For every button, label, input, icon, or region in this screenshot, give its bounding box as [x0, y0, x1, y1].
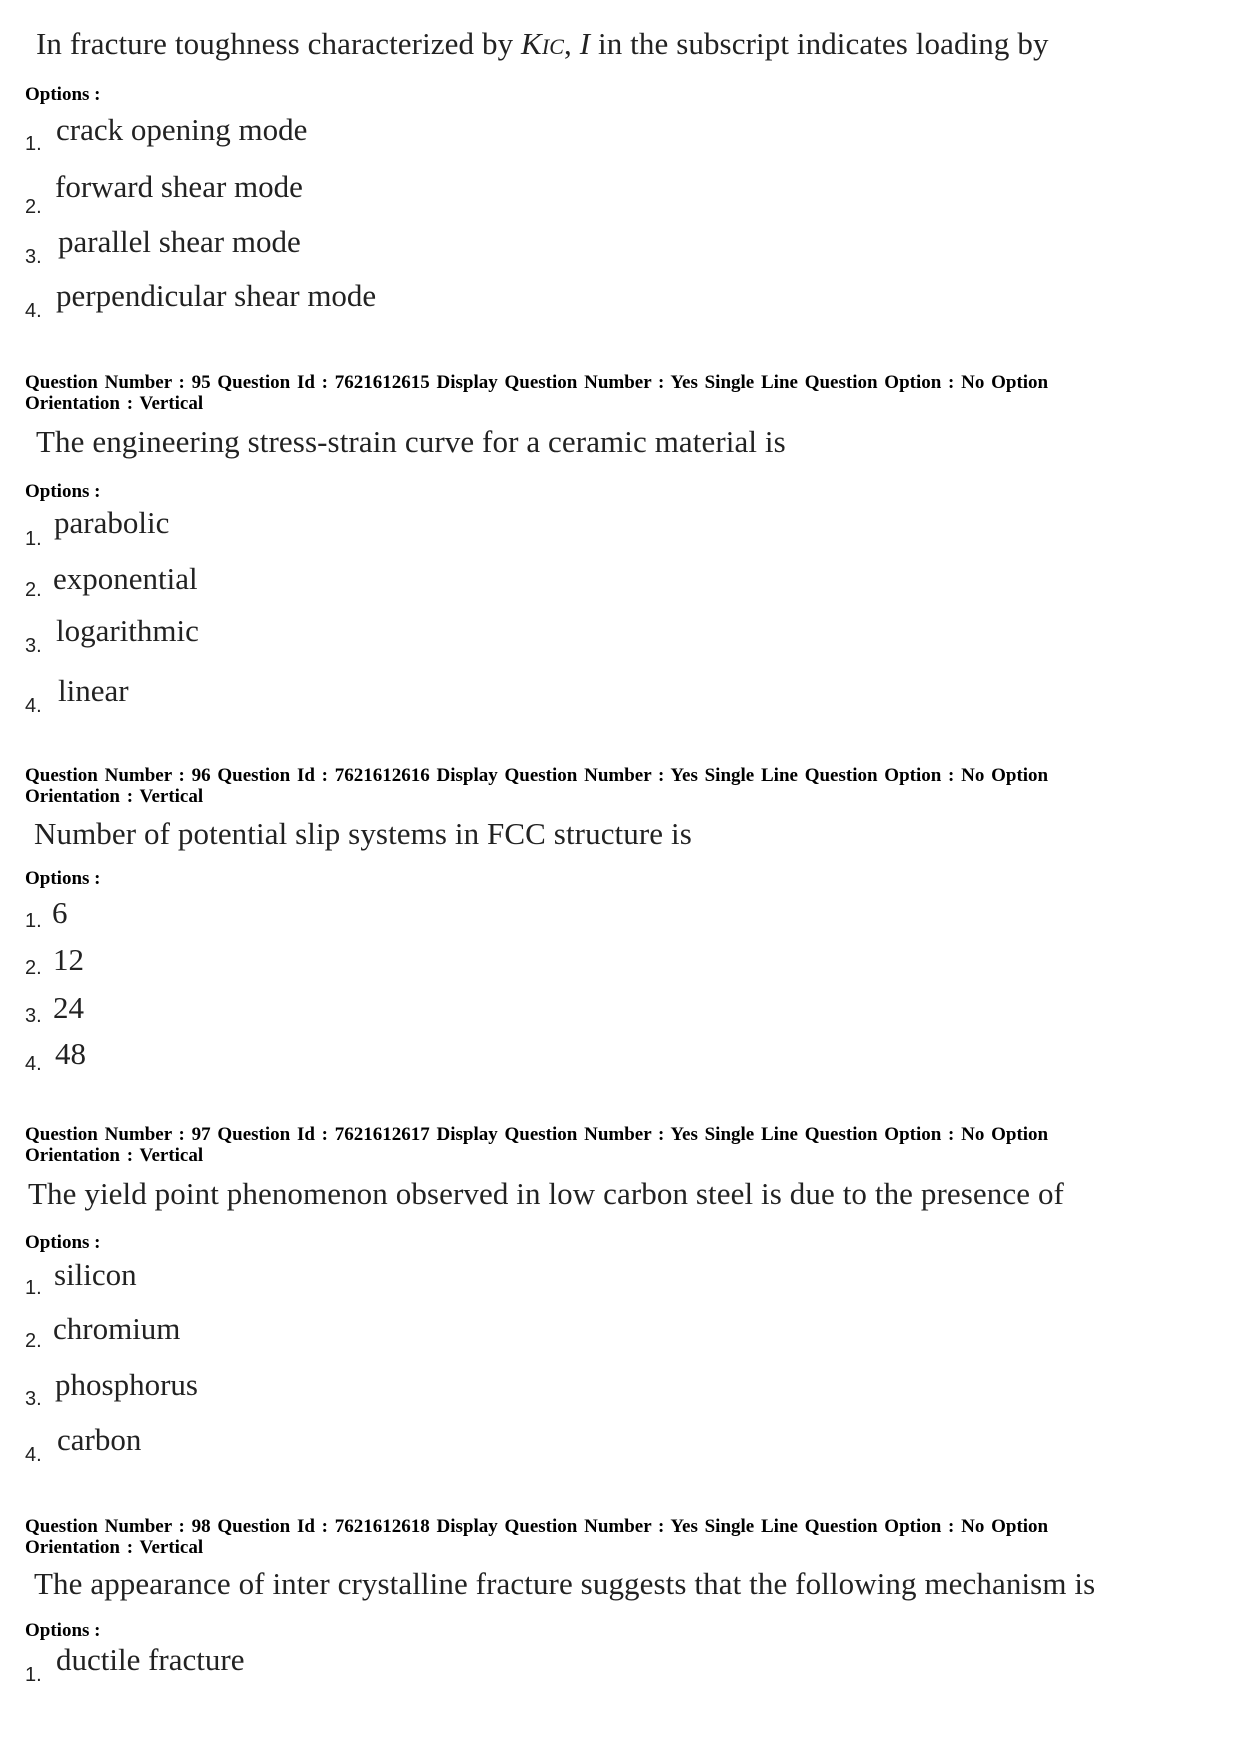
option-number: 4.	[25, 695, 42, 717]
option-number: 2.	[25, 1330, 42, 1352]
option-number: 1.	[25, 1664, 42, 1686]
question-meta-line: Question Number : 97 Question Id : 7621612617 Display Question Number : Yes Single Line Question Option : No Option	[25, 1124, 1049, 1145]
question-meta-line: Question Number : 96 Question Id : 7621612616 Display Question Number : Yes Single Line Question Option : No Option	[25, 765, 1049, 786]
question-94-text-before: In fracture toughness characterized by	[36, 26, 522, 61]
option-number: 4.	[25, 1444, 42, 1466]
option-number: 3.	[25, 1388, 42, 1410]
option-number: 3.	[25, 246, 42, 268]
question-meta-line: Orientation : Vertical	[25, 1145, 204, 1166]
question-meta-line: Orientation : Vertical	[25, 1537, 204, 1558]
question-97-meta	[25, 1124, 1205, 1166]
options-label: Options :	[25, 868, 101, 889]
options-label: Options :	[25, 481, 101, 502]
option-text: ductile fracture	[56, 1642, 245, 1677]
option-number: 1.	[25, 528, 42, 550]
question-98-text: The appearance of inter crystalline fracture suggests that the following mechanism is	[34, 1566, 1096, 1601]
option-text: linear	[58, 673, 129, 708]
question-95-meta	[25, 372, 1205, 414]
question-meta-line: Orientation : Vertical	[25, 393, 204, 414]
question-95-text: The engineering stress-strain curve for a ceramic material is	[36, 424, 786, 459]
k-symbol: K	[521, 26, 542, 61]
option-number: 4.	[25, 300, 42, 322]
option-number: 2.	[25, 196, 42, 218]
option-text: 24	[53, 990, 84, 1025]
options-label: Options :	[25, 1620, 101, 1641]
option-number: 2.	[25, 579, 42, 601]
options-label: Options :	[25, 1232, 101, 1253]
option-number: 1.	[25, 133, 42, 155]
option-text: 48	[55, 1036, 86, 1071]
question-94-text-after: in the subscript indicates loading by	[590, 26, 1049, 61]
question-96-text: Number of potential slip systems in FCC structure is	[34, 816, 692, 851]
question-meta-line: Question Number : 98 Question Id : 7621612618 Display Question Number : Yes Single Line Question Option : No Option	[25, 1516, 1049, 1537]
option-number: 4.	[25, 1053, 42, 1075]
option-text: forward shear mode	[55, 169, 303, 204]
i-symbol: I	[579, 26, 591, 61]
option-text: perpendicular shear mode	[56, 278, 377, 313]
question-meta-line: Question Number : 95 Question Id : 7621612615 Display Question Number : Yes Single Line Question Option : No Option	[25, 372, 1049, 393]
question-98-meta	[25, 1516, 1205, 1558]
option-number: 3.	[25, 635, 42, 657]
question-meta-line: Orientation : Vertical	[25, 786, 204, 807]
question-94-text-middle: ,	[564, 26, 580, 61]
option-text: exponential	[53, 561, 198, 596]
option-text: 12	[53, 942, 84, 977]
option-text: logarithmic	[56, 613, 199, 648]
options-label: Options :	[25, 84, 101, 105]
option-text: 6	[52, 895, 68, 930]
option-text: parallel shear mode	[58, 224, 301, 259]
option-number: 1.	[25, 910, 42, 932]
question-97-text: The yield point phenomenon observed in low carbon steel is due to the presence of	[28, 1176, 1064, 1211]
option-number: 2.	[25, 957, 42, 979]
option-text: phosphorus	[55, 1367, 198, 1402]
option-number: 1.	[25, 1277, 42, 1299]
question-96-meta	[25, 765, 1205, 807]
option-text: parabolic	[54, 505, 170, 540]
k-subscript: IC	[541, 34, 565, 59]
option-text: carbon	[57, 1422, 142, 1457]
option-text: crack opening mode	[56, 112, 308, 147]
option-text: silicon	[54, 1257, 137, 1292]
option-text: chromium	[53, 1311, 181, 1346]
question-94-text	[36, 26, 1049, 62]
option-number: 3.	[25, 1005, 42, 1027]
